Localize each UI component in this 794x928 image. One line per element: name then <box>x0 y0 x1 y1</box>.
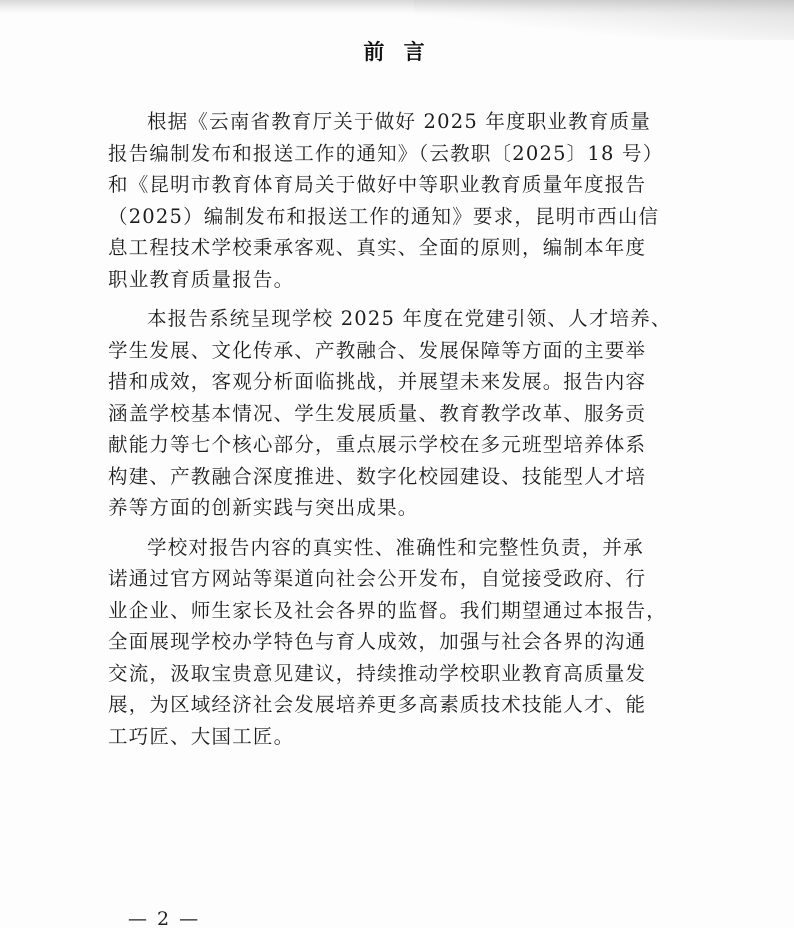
paragraph-line: 息工程技术学校秉承客观、真实、全面的原则，编制本年度 <box>108 236 647 259</box>
paragraph-line: 养等方面的创新实践与突出成果。 <box>108 496 419 519</box>
paragraph-line: 报告编制发布和报送工作的通知》（云教职〔2025〕18 号） <box>108 141 664 165</box>
paragraph-line: 工巧匠、大国工匠。 <box>108 724 295 748</box>
paragraph-line: 措和成效，客观分析面临挑战，并展望未来发展。报告内容 <box>108 370 647 393</box>
paragraph-line: 全面展现学校办学特色与育人成效，加强与社会各界的沟通 <box>108 630 647 653</box>
paragraph-line: 和《昆明市教育体育局关于做好中等职业教育质量年度报告 <box>108 173 647 196</box>
paragraph-line: 献能力等七个核心部分，重点展示学校在多元班型培养体系 <box>108 433 647 456</box>
paragraph-line: 根据《云南省教育厅关于做好 2025 年度职业教育质量 <box>147 110 651 133</box>
paragraph-line: 本报告系统呈现学校 2025 年度在党建引领、人才培养、 <box>147 307 672 330</box>
paragraph-line: 职业教育质量报告。 <box>108 267 295 291</box>
paragraph-line: 业企业、师生家长及社会各界的监督。我们期望通过本报告， <box>108 598 667 622</box>
paragraph-line: 学校对报告内容的真实性、准确性和完整性负责，并承 <box>147 535 644 559</box>
paragraph-line: 交流，汲取宝贵意见建议，持续推动学校职业教育高质量发 <box>108 661 647 685</box>
page-title: 前 言 <box>363 40 431 64</box>
page-number: — 2 — <box>128 908 201 928</box>
paragraph-line: 涵盖学校基本情况、学生发展质量、教育教学改革、服务贡 <box>108 401 647 425</box>
paragraph-2 <box>108 303 674 524</box>
paragraph-3 <box>108 532 674 753</box>
paragraph-line: 诺通过官方网站等渠道向社会公开发布，自觉接受政府、行 <box>108 567 647 590</box>
paragraph-line: 构建、产教融合深度推进、数字化校园建设、技能型人才培 <box>108 464 647 488</box>
document-body <box>108 106 674 760</box>
page-corner-shadow <box>414 0 794 40</box>
paragraph-1 <box>108 106 674 295</box>
paragraph-line: 展，为区域经济社会发展培养更多高素质技术技能人才、能 <box>108 693 647 716</box>
paragraph-line: （2025）编制发布和报送工作的通知》要求，昆明市西山信 <box>108 204 660 228</box>
paragraph-line: 学生发展、文化传承、产教融合、发展保障等方面的主要举 <box>108 338 647 362</box>
